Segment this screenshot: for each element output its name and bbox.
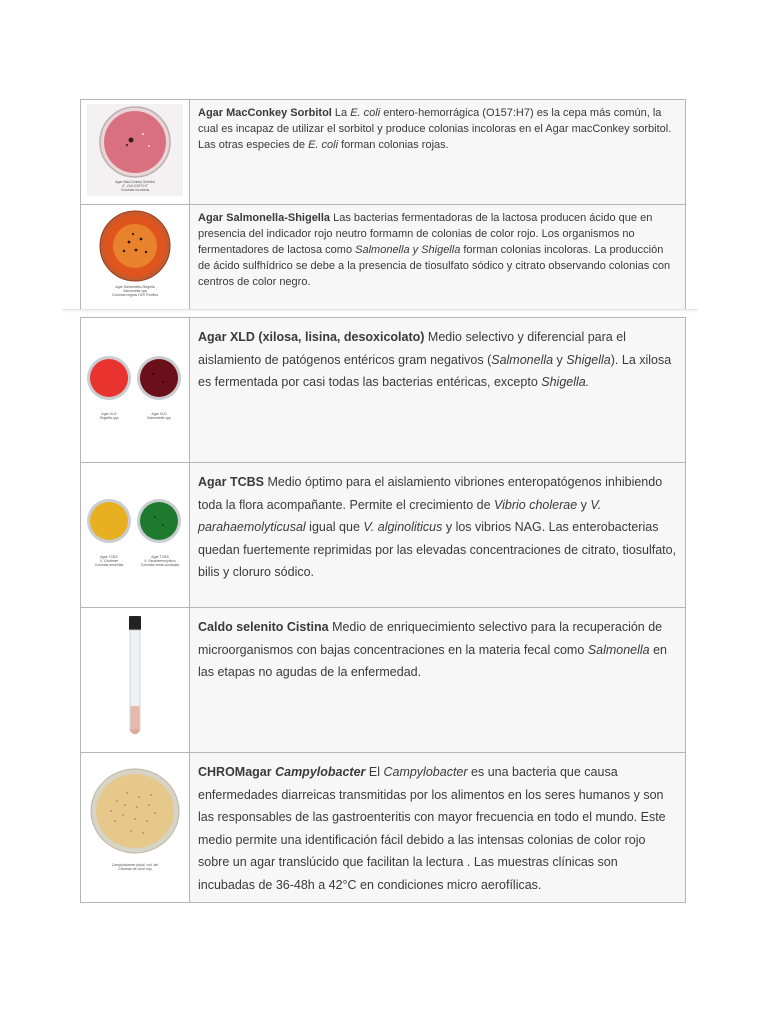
medium-title: Agar TCBS (198, 475, 264, 489)
description-cell: Agar Salmonella-Shigella Las bacterias fermentadoras de la lactosa producen ácido que en presencia del indicador rojo neutro formamn de colonias de color rojo. Los organismos no fermentadores de lactosa como Salmonella y Shigella forman colonias incoloras. La producción de ácido sulfhídrico se debe a la presencia de tiosulfato sódico y citrato observando colonias con centros de color negro. (190, 205, 686, 310)
ss-agar-plate-image (95, 209, 175, 285)
medium-title: Agar Salmonella-Shigella (198, 212, 331, 224)
image-cell (81, 205, 190, 310)
description-cell: CHROMagar Campylobacter El Campylobacter es una bacteria que causa enfermedades diarreicas transmitidas por los alimentos en los seres humanos y son las responsables de las gastroenteritis con mayor frecuencia en todo el mundo. Este medio permite una identificación fácil debido a las intensas colonias de color rojo sobre un agar translúcido que facilitan la lectura . Las muestras clínicas son incubadas de 36-48h a 42°C en condiciones micro aerofílicas. (190, 753, 686, 903)
description-cell: Agar MacConkey Sorbitol La E. coli entero-hemorrágica (O157:H7) es la cepa más común, la cual es incapaz de utilizar el sorbitol y produce colonias incoloras en el Agar macConkey sorbitol. Las otras especies de E. coli forman colonias rojas. (190, 100, 686, 205)
media-table-lower (80, 317, 686, 903)
image-cell (81, 608, 190, 753)
plate-caption-right: Agar TCBS V. Parahaemolyticus Colonias verde-azuladas (140, 555, 180, 567)
plate-caption: Agar MacConkey Sorbitol E. Coli O157:H7 Colonias incoloras (115, 180, 155, 192)
table-row (81, 205, 686, 310)
medium-title: Agar XLD (xilosa, lisina, desoxicolato) (198, 330, 425, 344)
xld-plates-image (87, 344, 183, 410)
medium-title: Agar MacConkey Sorbitol (198, 107, 332, 119)
table-row (81, 318, 686, 463)
plate-caption-left: Agar TCBS V. Cholerae Colonias amarillas (94, 555, 124, 567)
image-cell (81, 100, 190, 205)
description-cell: Agar TCBS Medio óptimo para el aislamiento vibriones enteropatógenos inhibiendo toda la flora acompañante. Permite el crecimiento de Vibrio cholerae y V. parahaemolyticusal igual que V. alginoliticus y los vibrios NAG. Las enterobacterias quedan fuertemente reprimidas por las elevadas concentraciones de citrato, tiosulfato, bilis y cloruro sódico. (190, 463, 686, 608)
selenite-tube-image (123, 616, 147, 740)
table-row (81, 608, 686, 753)
plate-caption-right: Agar XLD Salmonella spp (147, 412, 171, 420)
medium-title: Caldo selenito Cistina (198, 620, 329, 634)
description-cell: Agar XLD (xilosa, lisina, desoxicolato) Medio selectivo y diferencial para el aislamiento de patógenos entéricos gram negativos (Salmonella y Shigella). La xilosa es fermentada por casi todas las bacterias entéricas, excepto Shigella. (190, 318, 686, 463)
media-table-upper (80, 99, 686, 310)
plate-caption-left: Agar XLD Shigella spp (99, 412, 119, 420)
medium-title: CHROMagar Campylobacter (198, 765, 366, 779)
plate-caption: Campylobacter jejuni, coli, lari Colonias de color rojo (111, 863, 159, 871)
table-row (81, 463, 686, 608)
table-row (81, 100, 686, 205)
image-cell (81, 463, 190, 608)
image-cell (81, 318, 190, 463)
chromagar-plate-image (87, 761, 183, 861)
page-separator (62, 309, 698, 310)
tcbs-plates-image (87, 489, 183, 555)
plate-caption: Agar Salmonella-Shigella Salmonella spp Colonias negras H2S Positivo (111, 285, 159, 297)
image-cell (81, 753, 190, 903)
description-cell: Caldo selenito Cistina Medio de enriquecimiento selectivo para la recuperación de microorganismos con bajas concentraciones en la materia fecal como Salmonella en las etapas no agudas de la enfermedad. (190, 608, 686, 753)
table-row (81, 753, 686, 903)
